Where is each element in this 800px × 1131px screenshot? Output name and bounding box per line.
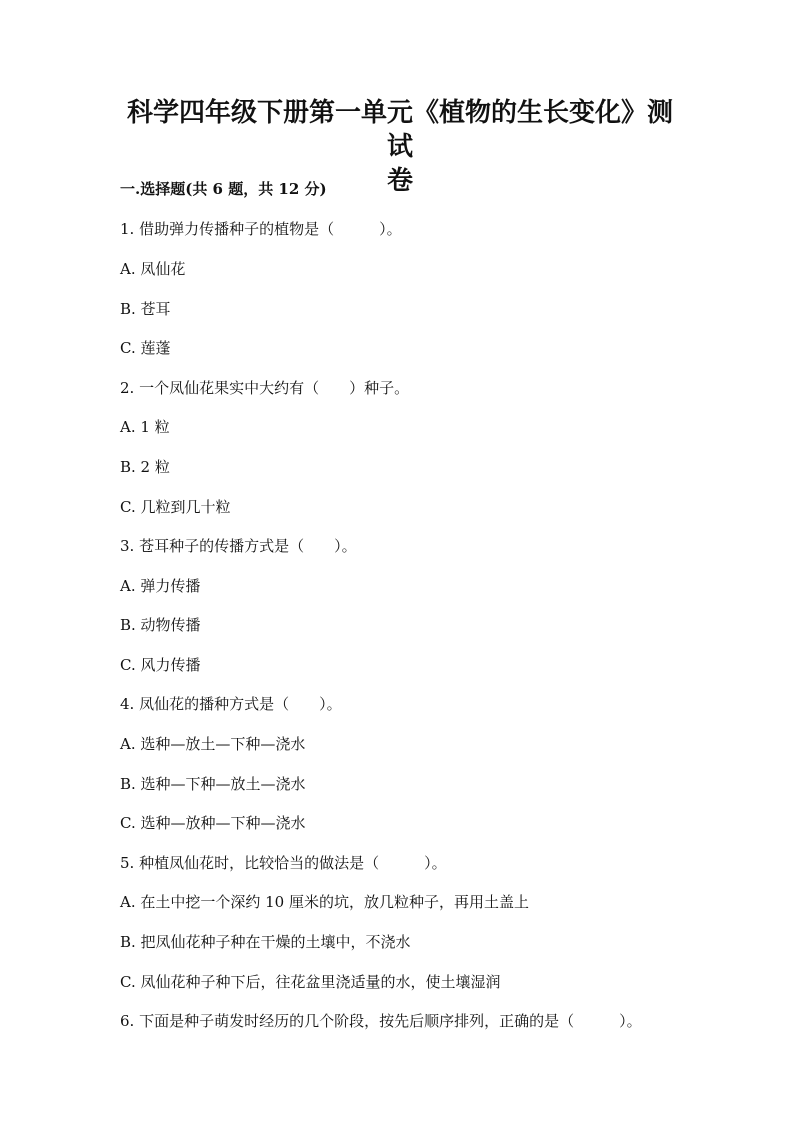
question-2-option-c: C. 几粒到几十粒: [120, 498, 231, 516]
question-3-option-a: A. 弹力传播: [120, 577, 201, 595]
question-1-option-b: B. 苍耳: [120, 300, 171, 318]
question-3-option-c: C. 风力传播: [120, 656, 201, 674]
question-4-stem: 4. 凤仙花的播种方式是（ ）。: [120, 695, 342, 713]
question-3-option-b: B. 动物传播: [120, 616, 201, 634]
question-4-option-b: B. 选种—下种—放土—浇水: [120, 775, 306, 793]
question-2-option-b: B. 2 粒: [120, 458, 170, 476]
question-1-option-c: C. 莲蓬: [120, 339, 171, 357]
question-1-option-a: A. 凤仙花: [120, 260, 186, 278]
section-heading: 一.选择题(共 6 题，共 12 分): [120, 180, 327, 198]
question-5-option-a: A. 在土中挖一个深约 10 厘米的坑，放几粒种子，再用土盖上: [120, 893, 529, 911]
title-line-2: 卷: [386, 166, 413, 196]
question-5-option-b: B. 把凤仙花种子种在干燥的土壤中，不浇水: [120, 933, 411, 951]
question-3-stem: 3. 苍耳种子的传播方式是（ ）。: [120, 537, 357, 555]
question-2-stem: 2. 一个凤仙花果实中大约有（ ）种子。: [120, 379, 410, 397]
question-5-stem: 5. 种植凤仙花时，比较恰当的做法是（ ）。: [120, 854, 447, 872]
question-4-option-c: C. 选种—放种—下种—浇水: [120, 814, 306, 832]
question-6-stem: 6. 下面是种子萌发时经历的几个阶段，按先后顺序排列，正确的是（ ）。: [120, 1012, 642, 1030]
question-4-option-a: A. 选种—放土—下种—浇水: [120, 735, 306, 753]
title-line-1: 科学四年级下册第一单元《植物的生长变化》测试: [126, 98, 673, 162]
question-1-stem: 1. 借助弹力传播种子的植物是（ ）。: [120, 220, 402, 238]
question-5-option-c: C. 凤仙花种子种下后，往花盆里浇适量的水，使土壤湿润: [120, 973, 501, 991]
question-2-option-a: A. 1 粒: [120, 418, 170, 436]
